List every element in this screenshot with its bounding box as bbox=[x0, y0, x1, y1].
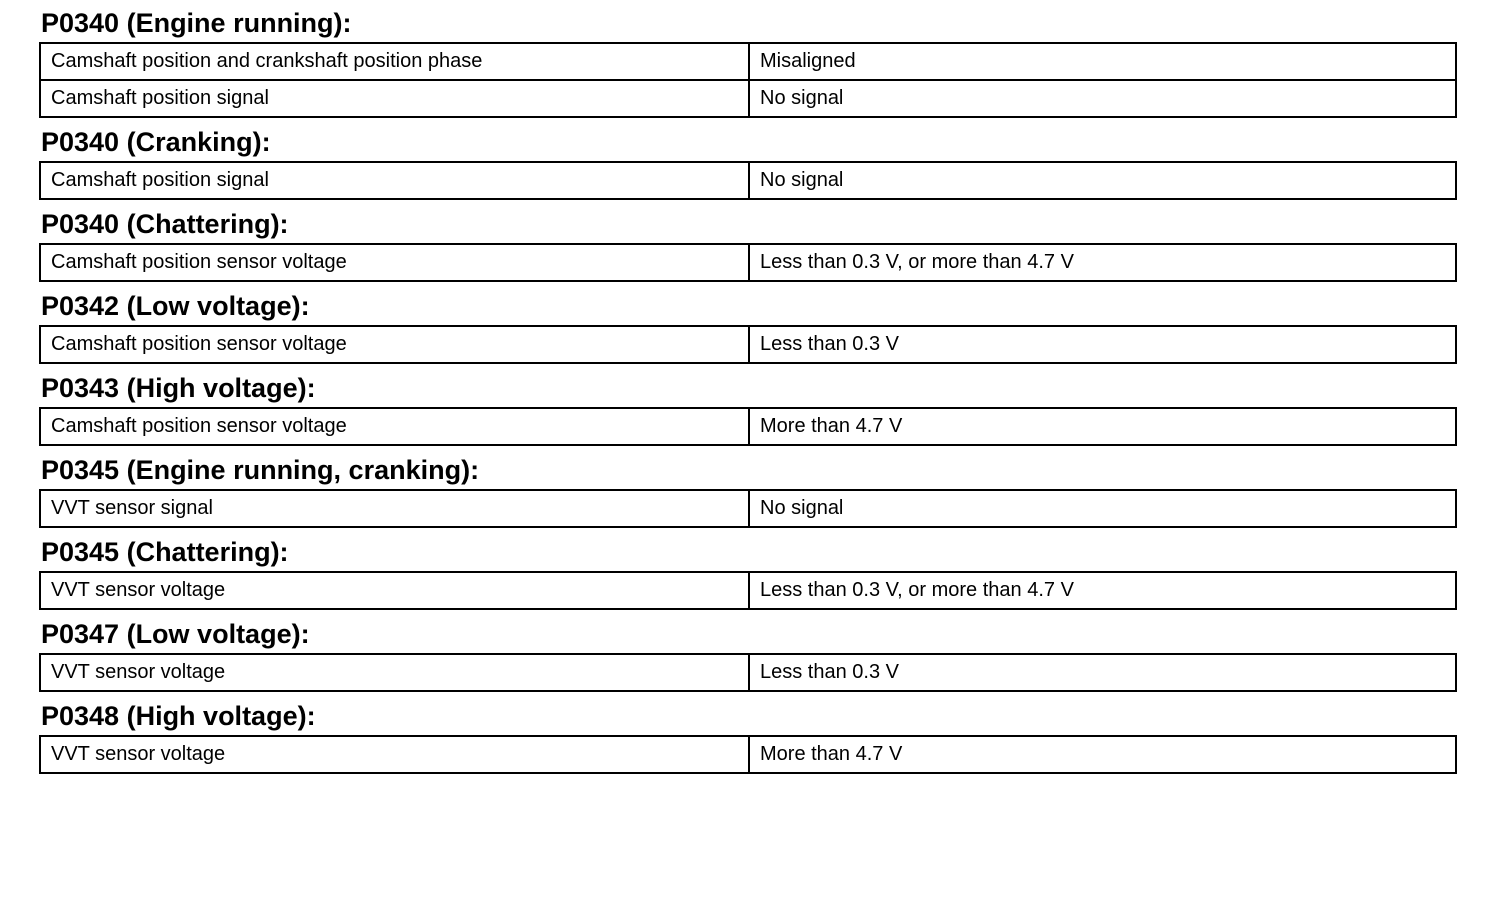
table-cell-condition: More than 4.7 V bbox=[749, 736, 1456, 773]
table-cell-item: Camshaft position signal bbox=[40, 80, 749, 117]
condition-table bbox=[39, 489, 1457, 528]
table-row bbox=[40, 162, 1456, 199]
section-p0347-low-voltage bbox=[39, 617, 1457, 692]
table-cell-condition: More than 4.7 V bbox=[749, 408, 1456, 445]
table-cell-condition: Less than 0.3 V, or more than 4.7 V bbox=[749, 572, 1456, 609]
table-cell-item: Camshaft position sensor voltage bbox=[40, 244, 749, 281]
section-title: P0343 (High voltage): bbox=[41, 373, 316, 403]
condition-table bbox=[39, 325, 1457, 364]
condition-table bbox=[39, 653, 1457, 692]
section-title: P0347 (Low voltage): bbox=[41, 619, 310, 649]
section-p0340-engine-running bbox=[39, 6, 1457, 118]
table-cell-item: Camshaft position and crankshaft position phase bbox=[40, 43, 749, 80]
section-title: P0345 (Chattering): bbox=[41, 537, 289, 567]
section-p0345-engine-running-cranking bbox=[39, 453, 1457, 528]
section-p0343-high-voltage bbox=[39, 371, 1457, 446]
table-cell-item: Camshaft position signal bbox=[40, 162, 749, 199]
table-cell-condition: Less than 0.3 V bbox=[749, 654, 1456, 691]
table-cell-condition: Less than 0.3 V, or more than 4.7 V bbox=[749, 244, 1456, 281]
section-title: P0348 (High voltage): bbox=[41, 701, 316, 731]
table-cell-condition: Misaligned bbox=[749, 43, 1456, 80]
condition-table bbox=[39, 161, 1457, 200]
table-cell-item: VVT sensor voltage bbox=[40, 572, 749, 609]
table-cell-condition: Less than 0.3 V bbox=[749, 326, 1456, 363]
table-row bbox=[40, 326, 1456, 363]
table-row bbox=[40, 244, 1456, 281]
table-row bbox=[40, 408, 1456, 445]
section-p0340-chattering bbox=[39, 207, 1457, 282]
section-title: P0340 (Cranking): bbox=[41, 127, 271, 157]
document bbox=[39, 6, 1457, 774]
table-cell-condition: No signal bbox=[749, 80, 1456, 117]
section-p0342-low-voltage bbox=[39, 289, 1457, 364]
table-row bbox=[40, 490, 1456, 527]
section-title: P0340 (Chattering): bbox=[41, 209, 289, 239]
condition-table bbox=[39, 407, 1457, 446]
table-row bbox=[40, 80, 1456, 117]
table-row bbox=[40, 736, 1456, 773]
section-title: P0345 (Engine running, cranking): bbox=[41, 455, 480, 485]
table-cell-item: VVT sensor voltage bbox=[40, 736, 749, 773]
section-p0348-high-voltage bbox=[39, 699, 1457, 774]
section-p0345-chattering bbox=[39, 535, 1457, 610]
section-title: P0342 (Low voltage): bbox=[41, 291, 310, 321]
condition-table bbox=[39, 42, 1457, 118]
condition-table bbox=[39, 571, 1457, 610]
table-row bbox=[40, 654, 1456, 691]
section-title: P0340 (Engine running): bbox=[41, 8, 352, 38]
condition-table bbox=[39, 735, 1457, 774]
table-cell-item: VVT sensor voltage bbox=[40, 654, 749, 691]
table-row bbox=[40, 43, 1456, 80]
table-row bbox=[40, 572, 1456, 609]
table-cell-item: VVT sensor signal bbox=[40, 490, 749, 527]
table-cell-item: Camshaft position sensor voltage bbox=[40, 408, 749, 445]
condition-table bbox=[39, 243, 1457, 282]
table-cell-condition: No signal bbox=[749, 162, 1456, 199]
table-cell-condition: No signal bbox=[749, 490, 1456, 527]
section-p0340-cranking bbox=[39, 125, 1457, 200]
table-cell-item: Camshaft position sensor voltage bbox=[40, 326, 749, 363]
